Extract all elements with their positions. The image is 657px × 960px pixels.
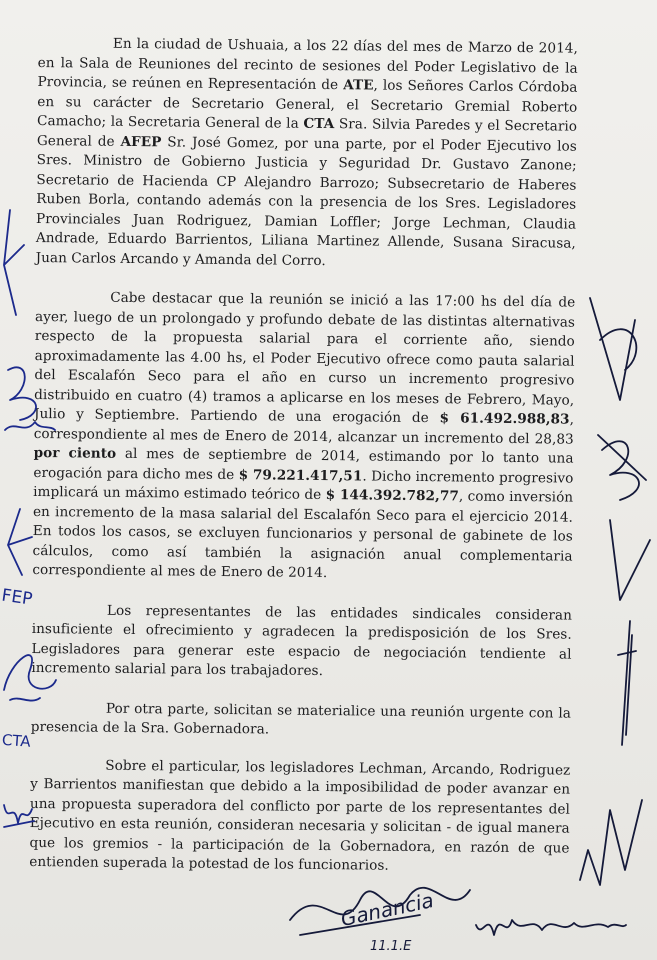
right-margin-signature-4 [600, 615, 657, 755]
bottom-signature-right [470, 895, 630, 955]
bold-text-segment: por ciento [33, 444, 117, 462]
signature-text: Ganancia [338, 887, 436, 932]
bold-text-segment: ATE [343, 77, 374, 94]
text-segment: Cabe destacar que la reunión se inició a las 17:00 hs del día de ayer, luego de un prolongado y profundo debate de las distintas alternativas respecto de la propuesta salarial para el corriente año, siendo aproximadamente las 4.00 hs, el Poder Ejecutivo ofrece como pauta salarial del Escalafón Seco para el año en curso un incremento progresivo distribuido en cuatro (4) tramos a aplicarse en los meses de Febrero, Mayo, Julio y Septiembre. Partiendo de una erogación de [33, 289, 576, 427]
left-margin-signature-4 [0, 640, 60, 720]
bold-text-segment: AFEP [120, 133, 162, 150]
paragraph-salary-offer [32, 288, 575, 586]
bold-text-segment: $ 61.492.988,83 [439, 410, 570, 428]
text-segment: Los representantes de las entidades sindicales consideran insuficiente el ofrecimiento y agradecen la predisposición de los Sres. Legisladores para generar este espacio de negociación tendiente al incremento salarial para los trabajadores. [31, 602, 573, 680]
left-margin-signature-1 [0, 205, 40, 325]
bottom-signature-center [280, 860, 480, 960]
right-margin-signature-1 [580, 290, 657, 420]
text-segment: , como inversión en incremento de la masa salarial del Escalafón Seco para el ejercicio 2014. En todos los casos, se excluyen funcionarios y personal de gabinete de los cálculos, como así también la asignación anual complementaria correspondiente al mes de Enero de 2014. [32, 488, 574, 582]
left-margin-fep-mark [0, 575, 48, 615]
text-segment: Sr. José Gomez, por una parte, por el Poder Ejecutivo los Sres. Ministro de Gobierno Justicia y Seguridad Dr. Gustavo Zanone; Secretario de Hacienda CP Alejandro Barrozo; Subsecretario de Haberes Ruben Borla, contando además con la presencia de los Sres. Legisladores Provinciales Juan Rodriguez, Damian Loffler; Jorge Lechman, Claudia Andrade, Eduardo Barrientos, Liliana Martinez Allende, Susana Siracusa, Juan Carlos Arcando y Amanda del Corro. [35, 133, 577, 269]
text-segment: . Dicho incremento progresivo implicará un máximo estimado teórico de [33, 467, 574, 504]
text-segment: Sobre el particular, los legisladores Lechman, Arcando, Rodriguez y Barrientos manifiestan que debido a la imposibilidad de poder avanzar en una propuesta superadora del conflicto por parte de los representantes del Ejecutivo en esta reunión, consideran necesaria y solicitan - de igual manera que los gremios - la participación de la Gobernadora, en razón de que entienden superada la potestad de los funcionarios. [29, 757, 571, 874]
left-margin-signature-3 [0, 505, 40, 585]
cta-annotation: CTA [1, 730, 32, 751]
signature-date: 11.1.E [370, 939, 412, 954]
text-segment: al mes de septiembre de 2014, estimando por lo tanto una erogación para dicho mes de [33, 445, 574, 483]
left-margin-signature-2 [0, 360, 60, 440]
text-segment: , correspondiente al mes de Enero de 2014, alcanzar un incremento del 28,83 [33, 411, 575, 448]
right-margin-signature-2 [590, 420, 657, 510]
text-segment: Sra. Silvia Paredes y el Secretario General de [36, 116, 578, 150]
left-margin-cta-mark [0, 720, 48, 760]
text-segment: Por otra parte, solicitan se materialice una reunión urgente con la presencia de la Sra. Gobernadora. [30, 700, 572, 738]
fep-annotation: FEP [0, 585, 34, 610]
text-segment: , los Señores Carlos Córdoba en su carácter de Secretario General, el Secretario Gremial Roberto Camacho; la Secretaria General de la [37, 77, 578, 132]
right-margin-signature-3 [600, 510, 657, 610]
bold-text-segment: $ 79.221.417,51 [238, 466, 363, 484]
paragraph-union-response [31, 600, 572, 684]
left-margin-signature-5 [0, 795, 40, 835]
right-margin-signature-5 [570, 790, 657, 900]
paragraph-governor-request [31, 698, 571, 743]
bold-text-segment: $ 144.392.782,77 [325, 487, 459, 505]
bold-text-segment: CTA [303, 115, 335, 133]
paragraph-meeting-attendees [36, 34, 578, 274]
document-body [29, 34, 578, 878]
text-segment: En la ciudad de Ushuaia, a los 22 días del mes de Marzo de 2014, en la Sala de Reuniones del recinto de sesiones del Poder Legislativo de la Provincia, se reúnen en Representación de [37, 35, 578, 94]
